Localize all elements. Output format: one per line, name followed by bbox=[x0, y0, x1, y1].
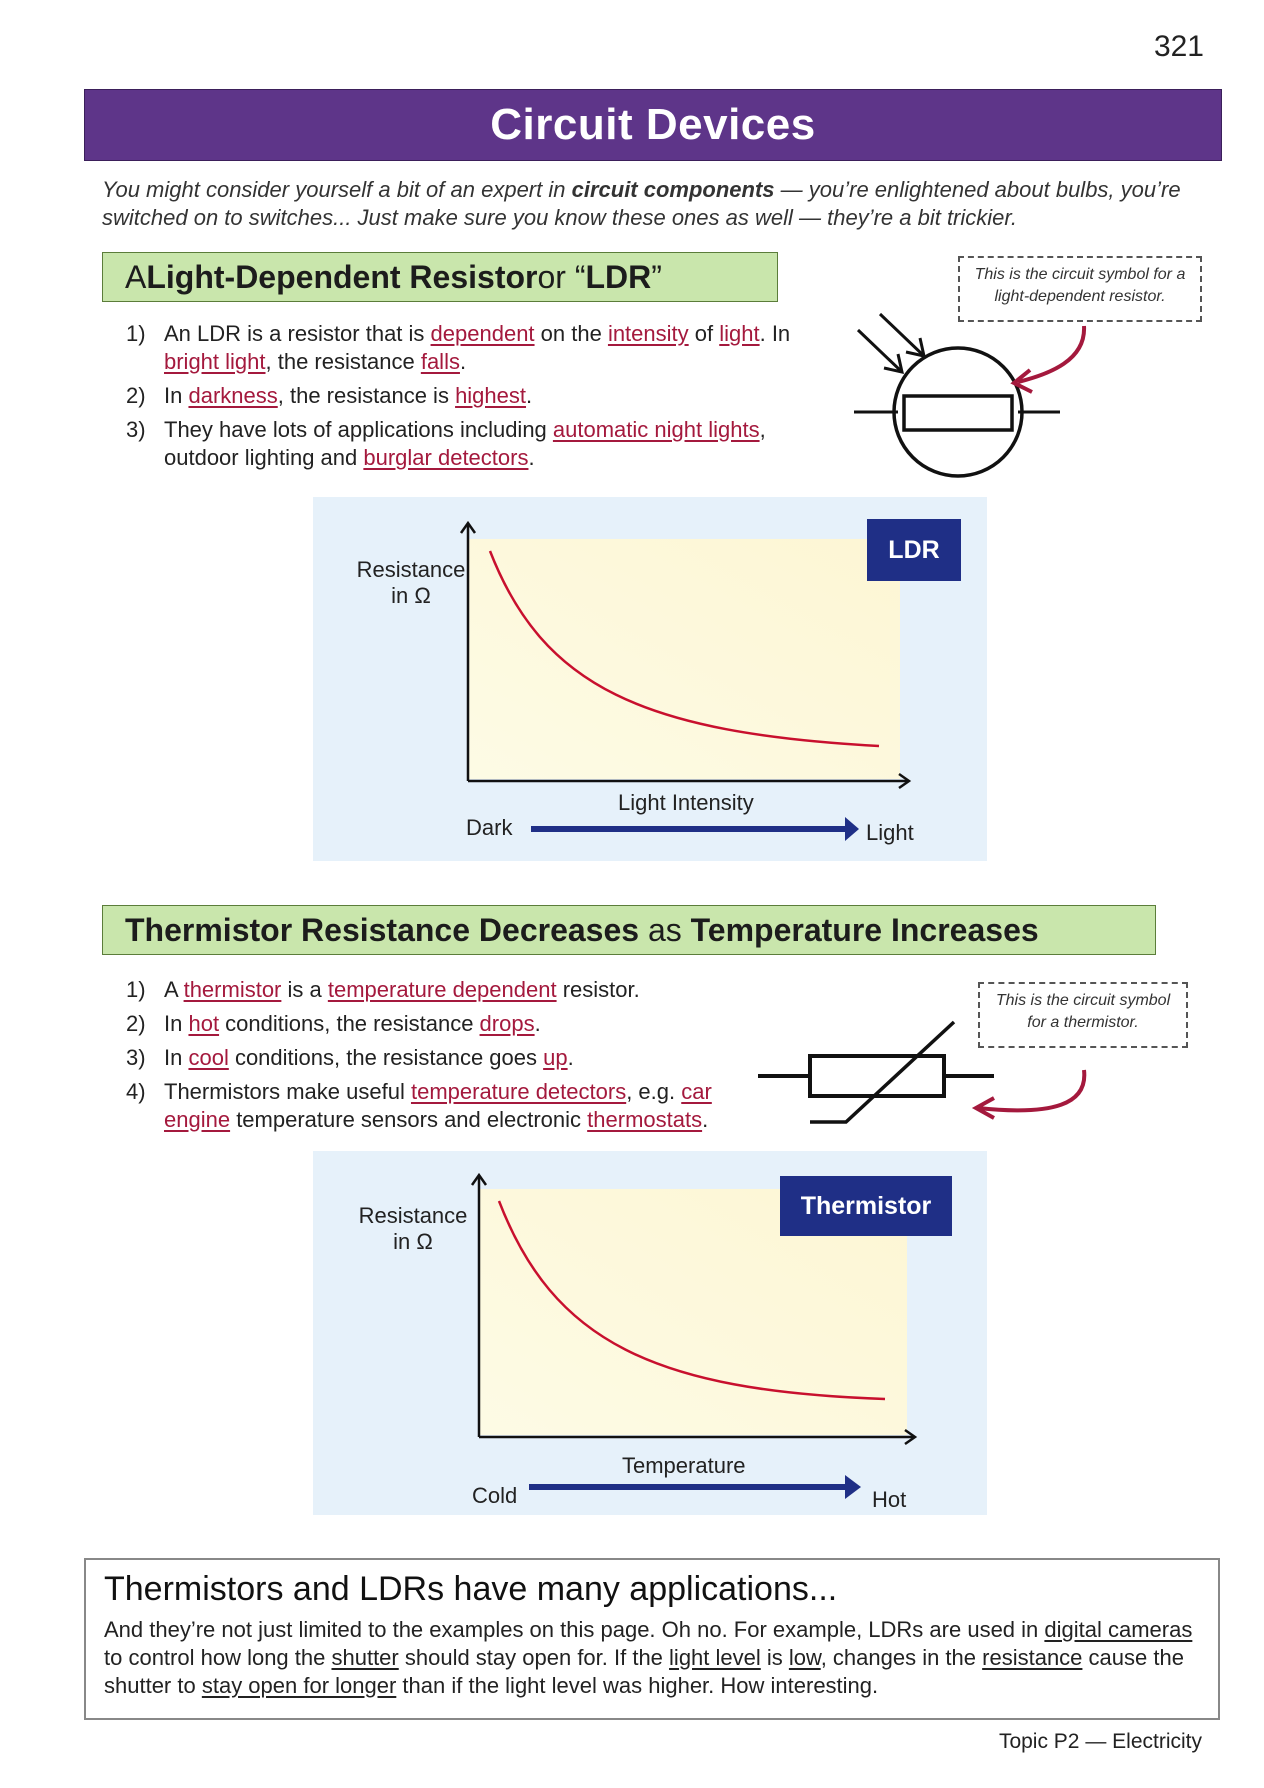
list-text: temperature sensors and electronic bbox=[230, 1107, 588, 1132]
thermistor-y-label bbox=[358, 1203, 468, 1255]
list-text: . bbox=[526, 383, 533, 408]
heading-bold-part: Light-Dependent Resistor bbox=[146, 258, 538, 295]
intro-text-2: — you’re enlightened about bulbs, you’re switched on to switches... Just make sure you know these ones as well — they’re a bit trickier. bbox=[102, 177, 1181, 230]
thermistor-x-label: Temperature bbox=[622, 1453, 746, 1478]
list-item bbox=[126, 416, 806, 472]
thermistor-x-left-label: Cold bbox=[472, 1483, 518, 1508]
ldr-x-label: Light Intensity bbox=[618, 790, 754, 815]
keyword: darkness bbox=[188, 383, 278, 408]
summary-text: should stay open for. If the bbox=[398, 1645, 670, 1670]
list-text: . In bbox=[759, 321, 791, 346]
keyword: bright light bbox=[164, 349, 266, 374]
list-text: A bbox=[164, 977, 184, 1002]
list-text: , e.g. bbox=[626, 1079, 682, 1104]
list-text: In bbox=[164, 383, 189, 408]
summary-text: And they’re not just limited to the examples on this page. Oh no. For example, LDRs are used in bbox=[104, 1617, 1045, 1642]
keyword: car engine bbox=[164, 1079, 712, 1132]
summary-keyword: stay open for longer bbox=[201, 1673, 397, 1698]
list-item bbox=[126, 382, 806, 410]
keyword: thermostats bbox=[587, 1107, 703, 1132]
list-item bbox=[126, 320, 806, 376]
thermistor-section-heading bbox=[102, 905, 1156, 955]
footer-topic: Topic P2 — Electricity bbox=[998, 1730, 1202, 1753]
list-number: 2) bbox=[126, 1011, 146, 1036]
summary-text: cause the shutter to bbox=[104, 1645, 1184, 1698]
keyword: hot bbox=[188, 1011, 220, 1036]
keyword: highest bbox=[455, 383, 527, 408]
heading-part: A bbox=[125, 258, 147, 295]
summary-keyword: resistance bbox=[982, 1645, 1083, 1670]
list-text: of bbox=[688, 321, 720, 346]
summary-paragraph bbox=[104, 1616, 1204, 1700]
ldr-list bbox=[126, 320, 806, 478]
summary-keyword: digital cameras bbox=[1044, 1617, 1193, 1642]
ldr-x-right-label: Light bbox=[866, 820, 914, 845]
keyword: up bbox=[543, 1045, 568, 1070]
intro-text-1: You might consider yourself a bit of an expert in bbox=[102, 177, 572, 202]
summary-keyword: low bbox=[788, 1645, 821, 1670]
list-text: In bbox=[164, 1011, 189, 1036]
list-text: They have lots of applications including bbox=[164, 417, 553, 442]
y-label-line: Resistance bbox=[356, 557, 466, 582]
list-number: 1) bbox=[126, 321, 146, 346]
list-number: 3) bbox=[126, 417, 146, 442]
list-text: conditions, the resistance bbox=[219, 1011, 480, 1036]
ldr-section-heading bbox=[102, 252, 778, 302]
list-number: 4) bbox=[126, 1079, 146, 1104]
thermistor-circuit-symbol-icon bbox=[758, 1018, 1098, 1138]
keyword: temperature dependent bbox=[327, 977, 557, 1002]
ldr-circuit-symbol-icon bbox=[850, 310, 1100, 480]
list-text: . bbox=[534, 1011, 541, 1036]
list-text: . bbox=[459, 349, 467, 374]
intro-paragraph bbox=[102, 176, 1182, 232]
heading-bold-part: Thermistor Resistance Decreases bbox=[125, 911, 640, 948]
thermistor-graph-tag: Thermistor bbox=[780, 1176, 952, 1236]
heading-part: as bbox=[639, 911, 691, 948]
summary-keyword: shutter bbox=[331, 1645, 399, 1670]
list-text: In bbox=[164, 1045, 189, 1070]
list-text: on the bbox=[534, 321, 608, 346]
list-number: 1) bbox=[126, 977, 146, 1002]
summary-heading: Thermistors and LDRs have many applications... bbox=[104, 1570, 838, 1608]
list-number: 2) bbox=[126, 383, 146, 408]
keyword: thermistor bbox=[183, 977, 282, 1002]
thermistor-x-right-label: Hot bbox=[872, 1487, 907, 1512]
list-item bbox=[126, 1044, 726, 1072]
heading-bold-part: LDR bbox=[585, 258, 652, 295]
list-text: , the resistance is bbox=[277, 383, 456, 408]
heading-part: ” bbox=[651, 258, 662, 295]
list-text: is a bbox=[281, 977, 328, 1002]
summary-text: than if the light level was higher. How interesting. bbox=[396, 1673, 879, 1698]
ldr-y-label bbox=[356, 557, 466, 609]
list-item bbox=[126, 1078, 726, 1134]
keyword: cool bbox=[188, 1045, 229, 1070]
page-number: 321 bbox=[1153, 30, 1204, 63]
keyword: burglar detectors bbox=[363, 445, 529, 470]
page-title: Circuit Devices bbox=[490, 100, 816, 149]
ldr-x-left-label: Dark bbox=[466, 815, 513, 840]
intro-bold: circuit components bbox=[571, 177, 775, 202]
summary-text: to control how long the bbox=[104, 1645, 332, 1670]
keyword: light bbox=[719, 321, 760, 346]
ldr-direction-arrow bbox=[531, 826, 845, 832]
list-text: An LDR is a resistor that is bbox=[164, 321, 431, 346]
list-number: 3) bbox=[126, 1045, 146, 1070]
keyword: dependent bbox=[430, 321, 535, 346]
y-label-line: in Ω bbox=[393, 1229, 433, 1254]
list-text: conditions, the resistance goes bbox=[228, 1045, 544, 1070]
keyword: automatic night lights bbox=[552, 417, 760, 442]
list-text: , outdoor lighting and bbox=[164, 417, 766, 470]
keyword: drops bbox=[479, 1011, 535, 1036]
keyword: temperature detectors bbox=[410, 1079, 627, 1104]
list-text: , the resistance bbox=[265, 349, 421, 374]
list-text: . bbox=[702, 1107, 709, 1132]
thermistor-symbol-note: This is the circuit symbol for a thermistor. bbox=[978, 982, 1188, 1048]
list-text: Thermistors make useful bbox=[164, 1079, 411, 1104]
summary-text: , changes in the bbox=[820, 1645, 983, 1670]
title-bar bbox=[84, 89, 1222, 161]
list-item bbox=[126, 976, 726, 1004]
ldr-symbol-note: This is the circuit symbol for a light-dependent resistor. bbox=[958, 256, 1202, 322]
y-label-line: in Ω bbox=[391, 583, 431, 608]
keyword: falls bbox=[420, 349, 460, 374]
thermistor-direction-arrow bbox=[529, 1484, 845, 1490]
thermistor-list bbox=[126, 976, 726, 1140]
heading-part: or “ bbox=[537, 258, 586, 295]
list-text: resistor. bbox=[556, 977, 640, 1002]
y-label-line: Resistance bbox=[358, 1203, 468, 1228]
ldr-graph-tag: LDR bbox=[867, 519, 961, 581]
summary-text: is bbox=[760, 1645, 789, 1670]
list-text: . bbox=[567, 1045, 574, 1070]
heading-bold-part: Temperature Increases bbox=[690, 911, 1039, 948]
summary-keyword: light level bbox=[669, 1645, 761, 1670]
list-item bbox=[126, 1010, 726, 1038]
keyword: intensity bbox=[607, 321, 689, 346]
list-text: . bbox=[528, 445, 535, 470]
